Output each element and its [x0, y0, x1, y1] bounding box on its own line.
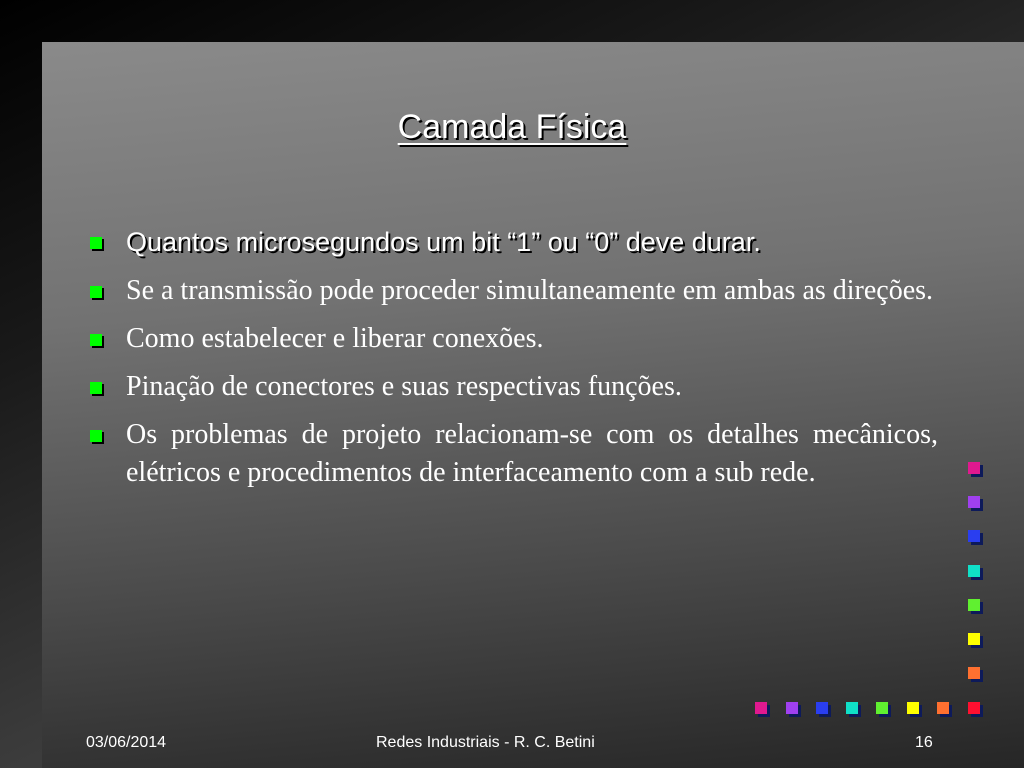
slide-title: Camada Física [397, 108, 627, 146]
decor-square-icon [786, 702, 798, 714]
decor-square-icon [968, 496, 980, 508]
decor-square-icon [816, 702, 828, 714]
decor-square-icon [937, 702, 949, 714]
decor-square-icon [907, 702, 919, 714]
footer-title: Redes Industriais - R. C. Betini [376, 734, 595, 751]
square-bullet-icon [90, 430, 102, 442]
footer-date: 03/06/2014 [86, 734, 167, 751]
decor-square-icon [846, 702, 858, 714]
bullet-item [86, 222, 938, 262]
decor-square-icon [968, 530, 980, 542]
decor-square-icon [968, 633, 980, 645]
bullet-text: Quantos microsegundos um bit “1” ou “0” deve durar. [126, 227, 761, 257]
square-bullet-icon [90, 334, 102, 346]
bullet-text: Os problemas de projeto relacionam-se com os detalhes mecânicos, elétricos e procedimentos de interfaceamento com a sub rede. [126, 419, 938, 488]
square-bullet-icon [90, 382, 102, 394]
decor-square-icon [755, 702, 767, 714]
decor-square-icon [876, 702, 888, 714]
bullet-item [86, 320, 938, 358]
square-bullet-icon [90, 237, 102, 249]
decor-square-icon [968, 667, 980, 679]
decor-square-icon [968, 565, 980, 577]
decor-square-icon [968, 599, 980, 611]
decor-square-icon [968, 462, 980, 474]
bullet-item [86, 368, 938, 406]
bullet-text: Se a transmissão pode proceder simultaneamente em ambas as direções. [126, 275, 934, 306]
slide-number: 16 [915, 734, 933, 751]
bullet-text: Pinação de conectores e suas respectivas funções. [126, 371, 682, 402]
bullet-item [86, 416, 938, 492]
bullet-list [86, 222, 938, 502]
decor-square-icon [968, 702, 980, 714]
square-bullet-icon [90, 286, 102, 298]
bullet-text: Como estabelecer e liberar conexões. [126, 323, 544, 354]
bullet-item [86, 272, 938, 310]
